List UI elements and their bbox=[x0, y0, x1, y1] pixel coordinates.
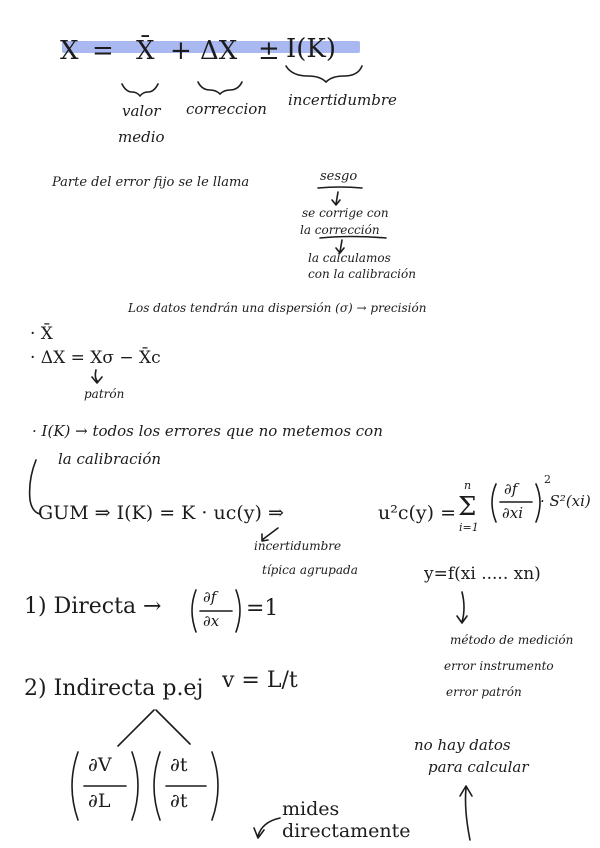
gum-frac-pow: 2 bbox=[544, 473, 551, 486]
directa-paren-right bbox=[236, 590, 240, 632]
bullet-delta: · ΔX = Xσ − X̄c bbox=[30, 348, 161, 368]
eq-delta: ΔX bbox=[200, 36, 238, 66]
gum-note1: incertidumbre bbox=[254, 539, 342, 553]
frac2-paren-right bbox=[212, 752, 218, 820]
gum-sum-top: n bbox=[464, 479, 472, 492]
brace-incertidumbre bbox=[286, 66, 362, 82]
brace-correccion bbox=[198, 82, 242, 94]
directa-den: ∂x bbox=[203, 612, 220, 630]
ik-bracket bbox=[30, 460, 40, 514]
bullet-xbar: · X̄ bbox=[30, 324, 53, 344]
eq-equals: = bbox=[92, 36, 114, 66]
calcula-arrow bbox=[336, 240, 344, 253]
corrige-line2: la corrección bbox=[300, 223, 380, 237]
sesgo-word: sesgo bbox=[320, 169, 358, 184]
branch-left bbox=[118, 710, 154, 746]
frac1-paren-left bbox=[72, 752, 78, 820]
gum-frac-num: ∂f bbox=[504, 480, 518, 498]
mides-line2: directamente bbox=[282, 820, 411, 842]
mides-line1: mides bbox=[282, 798, 340, 820]
patron-label: patrón bbox=[84, 387, 125, 401]
eq-xbar: X̄ bbox=[136, 36, 155, 66]
nodata-line1: no hay datos bbox=[414, 736, 511, 754]
gum-rhs: u²c(y) = bbox=[378, 502, 457, 524]
gum-paren-left bbox=[492, 484, 496, 522]
branch-right bbox=[156, 710, 190, 744]
calcula-line1: la calculamos bbox=[308, 251, 391, 265]
function-label: y=f(xi ..... xn) bbox=[424, 564, 541, 584]
label-incertidumbre: incertidumbre bbox=[288, 91, 397, 109]
indirecta-frac1-num: ∂V bbox=[88, 754, 112, 776]
sesgo-line: Parte del error fijo se le llama bbox=[52, 175, 250, 190]
bullet-ik: · I(K) → todos los errores que no metemos con bbox=[32, 422, 383, 440]
bullet-ik-cont: la calibración bbox=[58, 450, 162, 468]
label-correccion: correccion bbox=[186, 100, 267, 118]
gum-sum: Σ bbox=[458, 492, 477, 522]
function-arrow bbox=[457, 592, 467, 623]
correccion-underline bbox=[320, 237, 386, 239]
nodata-arrow bbox=[460, 786, 472, 840]
source-instrument: error instrumento bbox=[444, 659, 554, 673]
gum-tail: · S²(xi) bbox=[540, 492, 591, 510]
indirecta-frac2-den: ∂t bbox=[170, 790, 188, 812]
eq-pm: ± bbox=[258, 36, 280, 66]
brace-valor bbox=[122, 84, 158, 96]
frac2-paren-left bbox=[154, 752, 160, 820]
patron-arrow bbox=[92, 370, 102, 383]
sesgo-underline bbox=[318, 187, 362, 188]
source-method: método de medición bbox=[450, 633, 574, 647]
gum-note2: típica agrupada bbox=[262, 563, 358, 577]
label-valor: valor bbox=[122, 102, 161, 120]
nodata-line2: para calcular bbox=[428, 758, 529, 776]
indirecta-formula: v = L/t bbox=[222, 668, 298, 693]
sesgo-arrow bbox=[332, 192, 340, 205]
label-medio: medio bbox=[118, 128, 165, 146]
indirecta-frac2-num: ∂t bbox=[170, 754, 188, 776]
gum-lhs: GUM ⇒ I(K) = K · uc(y) ⇒ bbox=[38, 502, 284, 524]
source-pattern: error patrón bbox=[446, 685, 522, 699]
uc-arrow bbox=[262, 528, 278, 541]
indirecta-frac1-den: ∂L bbox=[88, 790, 111, 812]
directa-paren-left bbox=[192, 590, 196, 632]
frac1-paren-right bbox=[132, 752, 138, 820]
calcula-line2: con la calibración bbox=[308, 267, 416, 281]
eq-plus: + bbox=[170, 36, 192, 66]
directa-num: ∂f bbox=[203, 588, 217, 606]
corrige-line1: se corrige con bbox=[302, 206, 389, 220]
gum-sum-bot: i=1 bbox=[459, 521, 479, 534]
eq-ik: I(K) bbox=[286, 34, 336, 64]
directa-label: 1) Directa → bbox=[24, 594, 162, 619]
dispersion-line: Los datos tendrán una dispersión (σ) → precisión bbox=[128, 301, 427, 315]
mides-arrow bbox=[254, 818, 280, 838]
gum-frac-den: ∂xi bbox=[502, 504, 524, 522]
eq-x: X bbox=[60, 36, 79, 66]
directa-eq: =1 bbox=[246, 596, 279, 621]
gum-paren-right bbox=[536, 484, 540, 522]
indirecta-label: 2) Indirecta p.ej bbox=[24, 676, 204, 701]
